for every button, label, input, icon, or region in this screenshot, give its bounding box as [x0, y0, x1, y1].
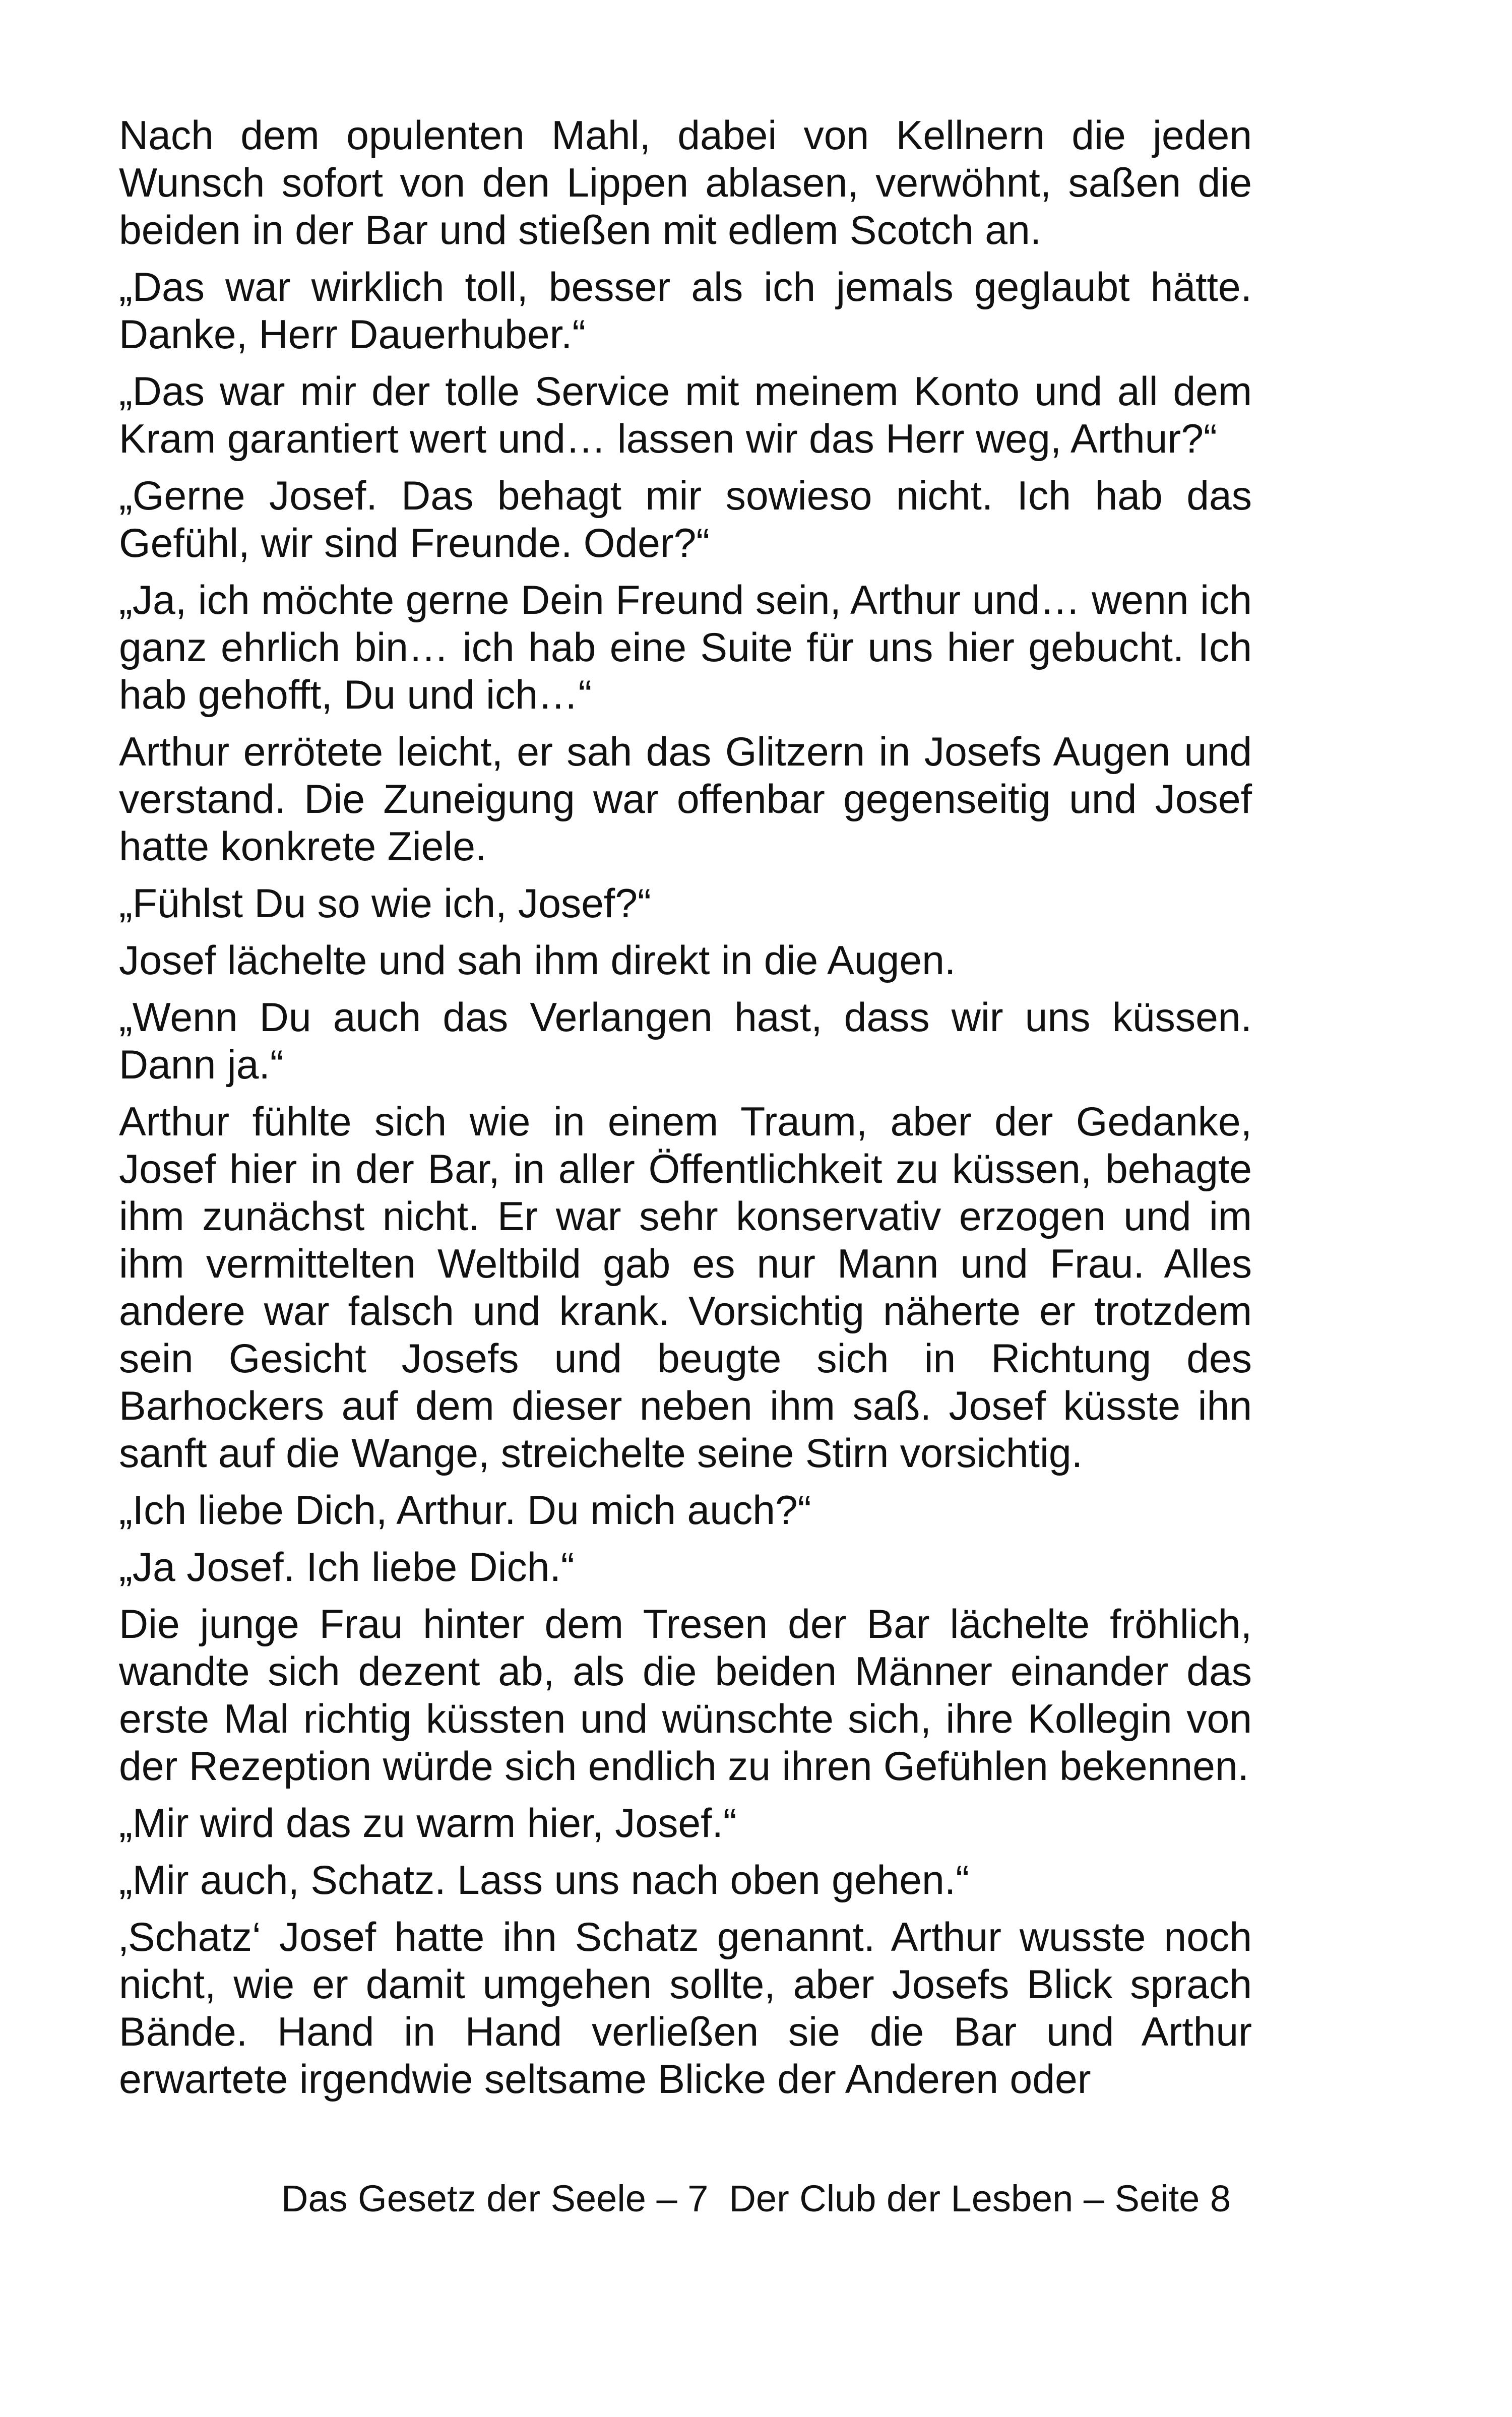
paragraph: Josef lächelte und sah ihm direkt in die Augen. — [119, 938, 956, 983]
paragraph: „Gerne Josef. Das behagt mir sowieso nicht. Ich hab das Gefühl, wir sind Freunde. Oder?“ — [119, 473, 1252, 566]
footer-chapter: 7 Der Club der Lesben — [687, 2178, 1074, 2219]
paragraph: „Das war mir der tolle Service mit meinem Konto und all dem Kram garantiert wert und… lassen wir das Herr weg, Arthur?“ — [119, 369, 1252, 462]
footer-separator: – — [1073, 2178, 1115, 2219]
footer-page-number: Seite 8 — [1114, 2178, 1231, 2219]
page-footer — [0, 2176, 1512, 2221]
paragraph: „Wenn Du auch das Verlangen hast, dass wir uns küssen. Dann ja.“ — [119, 995, 1252, 1088]
paragraph: „Ich liebe Dich, Arthur. Du mich auch?“ — [119, 1488, 811, 1533]
paragraph: Nach dem opulenten Mahl, dabei von Kellnern die jeden Wunsch sofort von den Lippen ablasen, verwöhnt, saßen die beiden in der Bar und stießen mit edlem Scotch an. — [119, 113, 1252, 253]
paragraph: Arthur fühlte sich wie in einem Traum, aber der Gedanke, Josef hier in der Bar, in aller Öffentlichkeit zu küssen, behagte ihm zunächst nicht. Er war sehr konservativ erzogen und im ihm vermittelten Weltbild gab es nur Mann und Frau. Alles andere war falsch und krank. Vorsichtig näherte er trotzdem sein Gesicht Josefs und beugte sich in Richtung des Barhockers auf dem dieser neben ihm saß. Josef küsste ihn sanft auf die Wange, streichelte seine Stirn vorsichtig. — [119, 1099, 1252, 1476]
paragraph: „Das war wirklich toll, besser als ich jemals geglaubt hätte. Danke, Herr Dauerhuber.“ — [119, 265, 1252, 357]
paragraph: Arthur errötete leicht, er sah das Glitzern in Josefs Augen und verstand. Die Zuneigung war offenbar gegenseitig und Josef hatte konkrete Ziele. — [119, 729, 1252, 869]
paragraph: „Fühlst Du so wie ich, Josef?“ — [119, 881, 651, 926]
paragraph: „Mir auch, Schatz. Lass uns nach oben gehen.“ — [119, 1858, 970, 1903]
paragraph: ‚Schatz‘ Josef hatte ihn Schatz genannt. Arthur wusste noch nicht, wie er damit umgehen sollte, aber Josefs Blick sprach Bände. Hand in Hand verließen sie die Bar und Arthur erwartete irgendwie seltsame Blicke der Anderen oder — [119, 1915, 1252, 2102]
page-body — [119, 112, 1252, 2113]
paragraph: „Ja Josef. Ich liebe Dich.“ — [119, 1545, 575, 1590]
paragraph: „Ja, ich möchte gerne Dein Freund sein, Arthur und… wenn ich ganz ehrlich bin… ich hab eine Suite für uns hier gebucht. Ich hab gehofft, Du und ich…“ — [119, 578, 1252, 718]
footer-separator: – — [646, 2178, 688, 2219]
paragraph: „Mir wird das zu warm hier, Josef.“ — [119, 1801, 737, 1846]
footer-book-title: Das Gesetz der Seele — [281, 2178, 646, 2219]
paragraph: Die junge Frau hinter dem Tresen der Bar lächelte fröhlich, wandte sich dezent ab, als die beiden Männer einander das erste Mal richtig küssten und wünschte sich, ihre Kollegin von der Rezeption würde sich endlich zu ihren Gefühlen bekennen. — [119, 1602, 1252, 1789]
